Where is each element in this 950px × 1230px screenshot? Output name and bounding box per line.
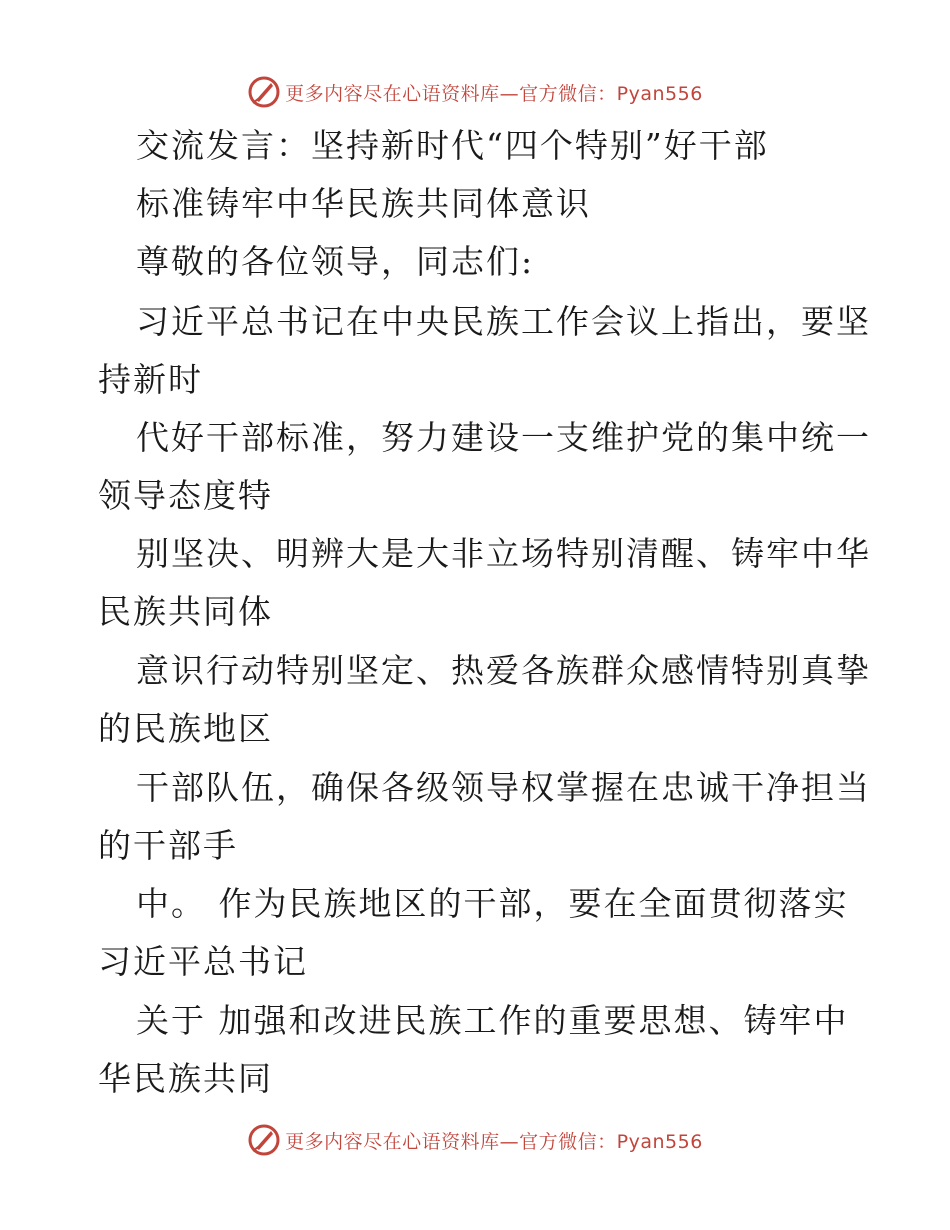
quill-logo-icon (247, 75, 281, 109)
text-line: 代好干部标准，努力建设一支维护党的集中统一 (136, 418, 871, 457)
text-line: 华民族共同 (98, 1059, 273, 1098)
watermark-text: 更多内容尽在心语资料库—官方微信：Pyan556 (285, 1130, 703, 1153)
text-line: 意识行动特别坚定、热爱各族群众感情特别真挚 (136, 651, 871, 690)
text-line: 领导态度特 (98, 476, 273, 515)
text-line: 中。 作为民族地区的干部，要在全面贯彻落实 (136, 884, 849, 923)
text-line: 习近平总书记在中央民族工作会议上指出，要坚 (136, 302, 871, 341)
text-line: 持新时 (98, 360, 203, 399)
text-line: 标准铸牢中华民族共同体意识 (136, 184, 591, 223)
footer-watermark (0, 1120, 950, 1160)
watermark-text: 更多内容尽在心语资料库—官方微信：Pyan556 (285, 82, 703, 105)
quill-logo-icon (247, 1123, 281, 1157)
text-line: 尊敬的各位领导，同志们: (136, 242, 535, 281)
text-line: 习近平总书记 (98, 942, 308, 981)
text-line: 民族共同体 (98, 592, 273, 631)
text-line: 交流发言：坚持新时代“四个特别”好干部 (136, 126, 769, 165)
text-line: 关于 加强和改进民族工作的重要思想、铸牢中 (136, 1001, 849, 1040)
header-watermark (0, 72, 950, 112)
text-line: 的民族地区 (98, 709, 273, 748)
text-line: 的干部手 (98, 826, 238, 865)
text-line: 干部队伍，确保各级领导权掌握在忠诚干净担当 (136, 768, 871, 807)
text-line: 别坚决、明辨大是大非立场特别清醒、铸牢中华 (136, 534, 871, 573)
